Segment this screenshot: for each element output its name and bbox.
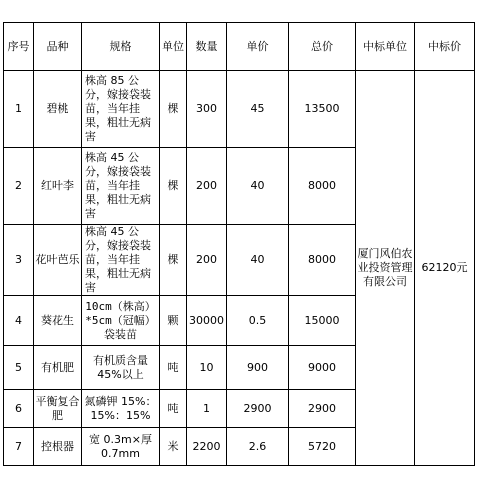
cell-winner: 厦门风伯农业投资管理有限公司 <box>356 71 415 466</box>
cell-total: 9000 <box>289 346 356 390</box>
cell-qty: 30000 <box>187 296 227 346</box>
cell-unit: 棵 <box>160 148 187 225</box>
cell-spec: 氮磷钾 15%：15%：15% <box>82 390 160 428</box>
cell-spec: 10cm（株高）*5cm（冠幅）袋装苗 <box>82 296 160 346</box>
table-row <box>4 71 475 148</box>
cell-spec: 株高 45 公分，嫁接袋装苗，当年挂果，粗壮无病害 <box>82 148 160 225</box>
header-bid-price: 中标价 <box>415 23 475 71</box>
cell-total: 8000 <box>289 148 356 225</box>
cell-spec: 有机质含量 45%以上 <box>82 346 160 390</box>
cell-variety: 有机肥 <box>34 346 82 390</box>
cell-no: 6 <box>4 390 34 428</box>
cell-total: 5720 <box>289 428 356 466</box>
header-price: 单价 <box>227 23 289 71</box>
cell-price: 40 <box>227 225 289 296</box>
header-no: 序号 <box>4 23 34 71</box>
cell-price: 45 <box>227 71 289 148</box>
cell-unit: 棵 <box>160 225 187 296</box>
cell-no: 1 <box>4 71 34 148</box>
cell-qty: 2200 <box>187 428 227 466</box>
cell-price: 2.6 <box>227 428 289 466</box>
cell-price: 2900 <box>227 390 289 428</box>
cell-variety: 控根器 <box>34 428 82 466</box>
cell-price: 40 <box>227 148 289 225</box>
cell-qty: 200 <box>187 225 227 296</box>
header-variety: 品种 <box>34 23 82 71</box>
cell-no: 5 <box>4 346 34 390</box>
cell-spec: 株高 45 公分，嫁接袋装苗，当年挂果，粗壮无病害 <box>82 225 160 296</box>
cell-variety: 花叶芭乐 <box>34 225 82 296</box>
header-qty: 数量 <box>187 23 227 71</box>
header-total: 总价 <box>289 23 356 71</box>
cell-variety: 平衡复合肥 <box>34 390 82 428</box>
cell-total: 8000 <box>289 225 356 296</box>
cell-unit: 颗 <box>160 296 187 346</box>
cell-qty: 300 <box>187 71 227 148</box>
cell-unit: 棵 <box>160 71 187 148</box>
cell-spec: 株高 85 公分，嫁接袋装苗，当年挂果，粗壮无病害 <box>82 71 160 148</box>
cell-total: 2900 <box>289 390 356 428</box>
cell-bid-price: 62120元 <box>415 71 475 466</box>
header-spec: 规格 <box>82 23 160 71</box>
header-row <box>4 23 475 71</box>
cell-unit: 吨 <box>160 346 187 390</box>
cell-qty: 200 <box>187 148 227 225</box>
cell-no: 7 <box>4 428 34 466</box>
cell-variety: 红叶李 <box>34 148 82 225</box>
cell-total: 15000 <box>289 296 356 346</box>
cell-no: 4 <box>4 296 34 346</box>
cell-qty: 1 <box>187 390 227 428</box>
cell-qty: 10 <box>187 346 227 390</box>
cell-total: 13500 <box>289 71 356 148</box>
procurement-table <box>3 22 475 466</box>
cell-unit: 吨 <box>160 390 187 428</box>
header-winner: 中标单位 <box>356 23 415 71</box>
cell-price: 0.5 <box>227 296 289 346</box>
header-unit: 单位 <box>160 23 187 71</box>
cell-no: 3 <box>4 225 34 296</box>
cell-variety: 葵花生 <box>34 296 82 346</box>
cell-variety: 碧桃 <box>34 71 82 148</box>
cell-unit: 米 <box>160 428 187 466</box>
cell-price: 900 <box>227 346 289 390</box>
cell-no: 2 <box>4 148 34 225</box>
cell-spec: 宽 0.3m×厚 0.7mm <box>82 428 160 466</box>
